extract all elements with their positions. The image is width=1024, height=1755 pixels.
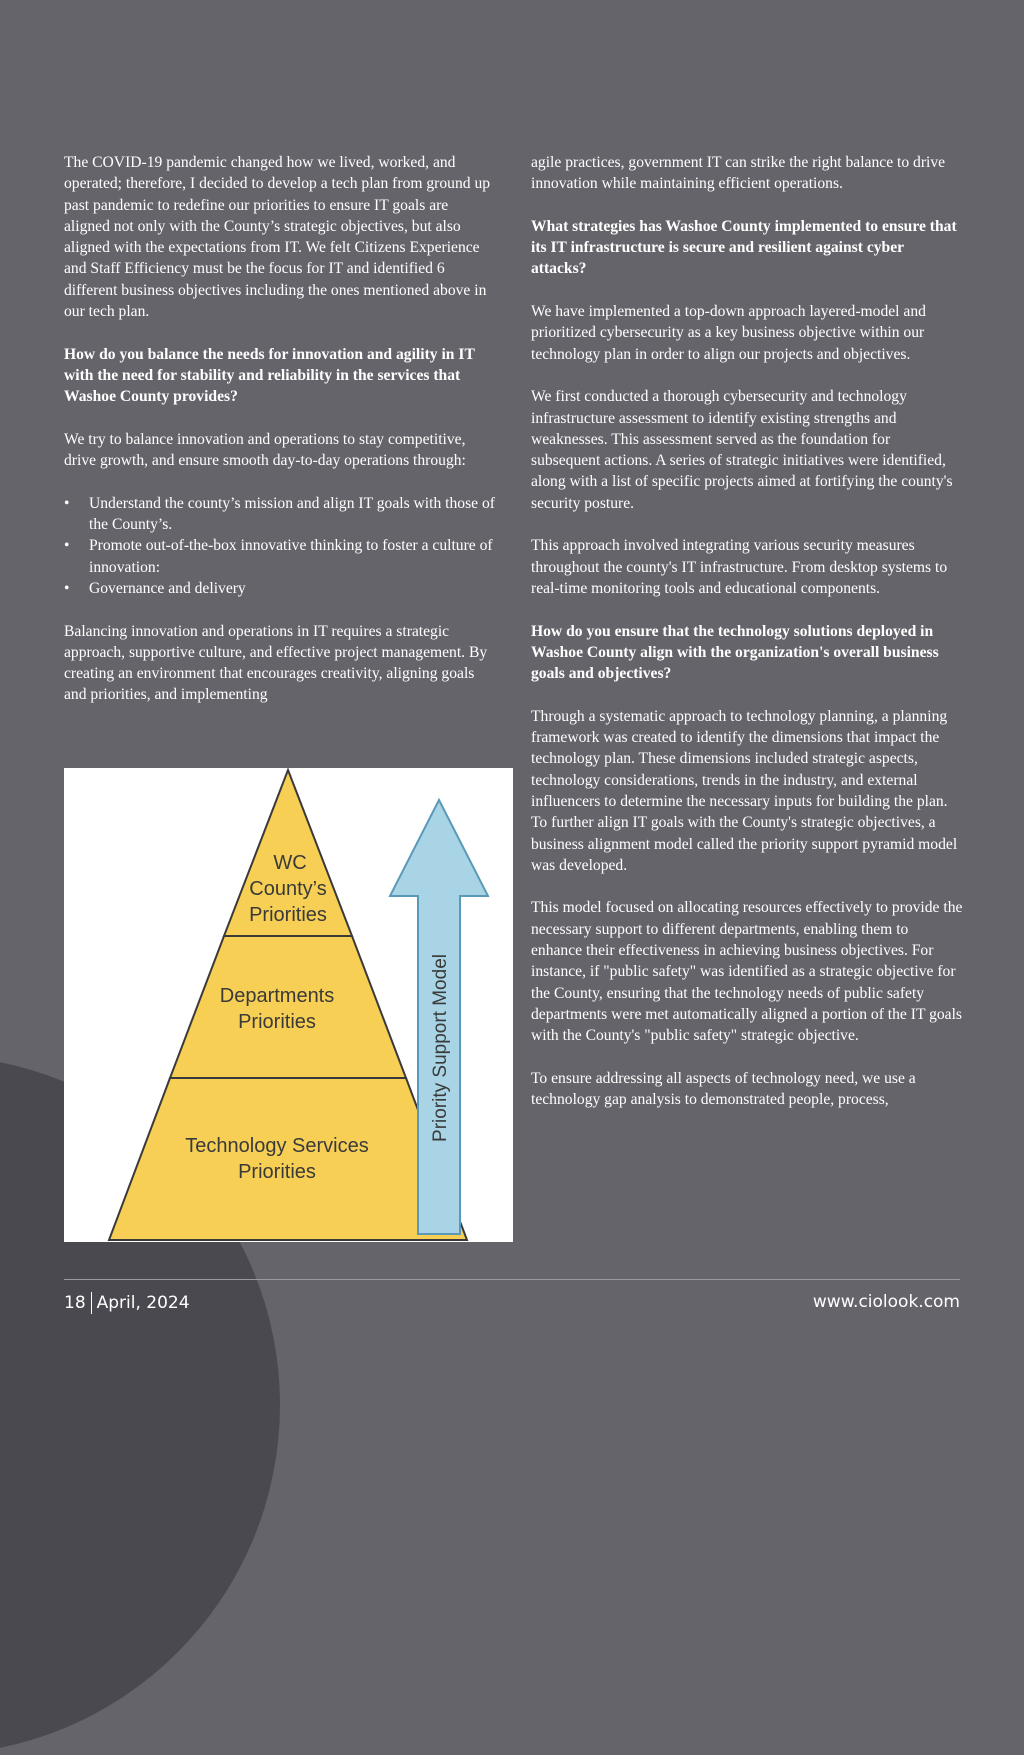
bullet-item: • Promote out-of-the-box innovative thinking to foster a culture of innovation: — [64, 535, 496, 578]
paragraph: We first conducted a thorough cybersecurity and technology infrastructure assessment to identify existing strengths and weaknesses. This assessment served as the foundation for subsequent actions. A series of strategic initiatives were identified, along with a list of specific projects aimed at fortifying the county's security posture. — [531, 388, 953, 512]
tier-middle-label-2: Priorities — [238, 1011, 316, 1033]
footer-left — [64, 1292, 190, 1314]
question-heading: How do you balance the needs for innovation and agility in IT with the need for stability and reliability in the services that Washoe County provides? — [64, 345, 475, 406]
paragraph: We have implemented a top-down approach layered-model and prioritized cybersecurity as a key business objective within our technology plan in order to align our projects and objectives. — [531, 303, 926, 363]
paragraph: This model focused on allocating resources effectively to provide the necessary support to different departments, enabling them to enhance their effectiveness in achieving business objectives. For instance, if "public safety" was identified as a strategic objective for the County, ensuring that the technology needs of public safety departments were met automatically aligned a portion of the IT goals with the County's "public safety" strategic objective. — [531, 899, 963, 1045]
right-column — [531, 152, 963, 1132]
paragraph: agile practices, government IT can strike the right balance to drive innovation while maintaining efficient operations. — [531, 154, 946, 193]
tier-top-label-3: Priorities — [249, 904, 327, 926]
footer-divider — [64, 1279, 960, 1280]
question-heading: How do you ensure that the technology solutions deployed in Washoe County align with the organization's overall business goals and objectives? — [531, 622, 939, 683]
website-link[interactable]: www.ciolook.com — [812, 1292, 960, 1312]
bullet-list — [64, 493, 496, 599]
paragraph: The COVID-19 pandemic changed how we lived, worked, and operated; therefore, I decided to develop a tech plan from ground up past pandemic to redefine our priorities to ensure IT goals are aligned not only with the County’s strategic objectives, but also aligned with the expectations from IT. We felt Citizens Experience and Staff Efficiency must be the focus for IT and identified 6 different business objectives including the ones mentioned above in our tech plan. — [64, 154, 491, 321]
pyramid-tier-middle — [170, 936, 406, 1078]
pyramid-diagram — [64, 768, 513, 1242]
tier-middle-label-1: Departments — [219, 985, 335, 1007]
pyramid-tier-bottom — [109, 1078, 467, 1240]
tier-top-label-2: County’s — [249, 878, 327, 900]
bullet-item: • Governance and delivery — [64, 578, 496, 599]
footer-separator — [91, 1292, 92, 1314]
question-heading: What strategies has Washoe County implemented to ensure that its IT infrastructure is secure and resilient against cyber attacks? — [531, 217, 957, 278]
left-column — [64, 152, 496, 727]
tier-bottom-label-1: Technology Services — [185, 1135, 369, 1157]
tier-bottom-label-2: Priorities — [238, 1161, 316, 1183]
paragraph: To ensure addressing all aspects of technology need, we use a technology gap analysis to demonstrated people, process, — [531, 1069, 916, 1109]
paragraph: This approach involved integrating various security measures throughout the county's IT infrastructure. From desktop systems to real-time monitoring tools and educational components. — [531, 537, 948, 597]
paragraph: Through a systematic approach to technology planning, a planning framework was created to identify the dimensions that impact the technology plan. These dimensions included strategic aspects, technology considerations, trends in the industry, and external influencers to determine the necessary inputs for building the plan. To further align IT goals with the County's strategic objectives, a business alignment model called the priority support pyramid model was developed. — [531, 707, 958, 874]
priority-pyramid-figure — [64, 768, 513, 1242]
issue-date: April, 2024 — [96, 1293, 190, 1313]
page-number: 18 — [64, 1293, 86, 1313]
paragraph: Balancing innovation and operations in IT requires a strategic approach, supportive culture, and effective project management. By creating an environment that encourages creativity, aligning goals and priorities, and implementing — [64, 622, 488, 704]
bullet-item: • Understand the county’s mission and align IT goals with those of the County’s. — [64, 493, 496, 536]
arrow-label: Priority Support Model — [430, 954, 451, 1142]
tier-top-label-1: WC — [273, 852, 307, 874]
paragraph: We try to balance innovation and operations to stay competitive, drive growth, and ensure smooth day-to-day operations through: — [64, 430, 466, 470]
